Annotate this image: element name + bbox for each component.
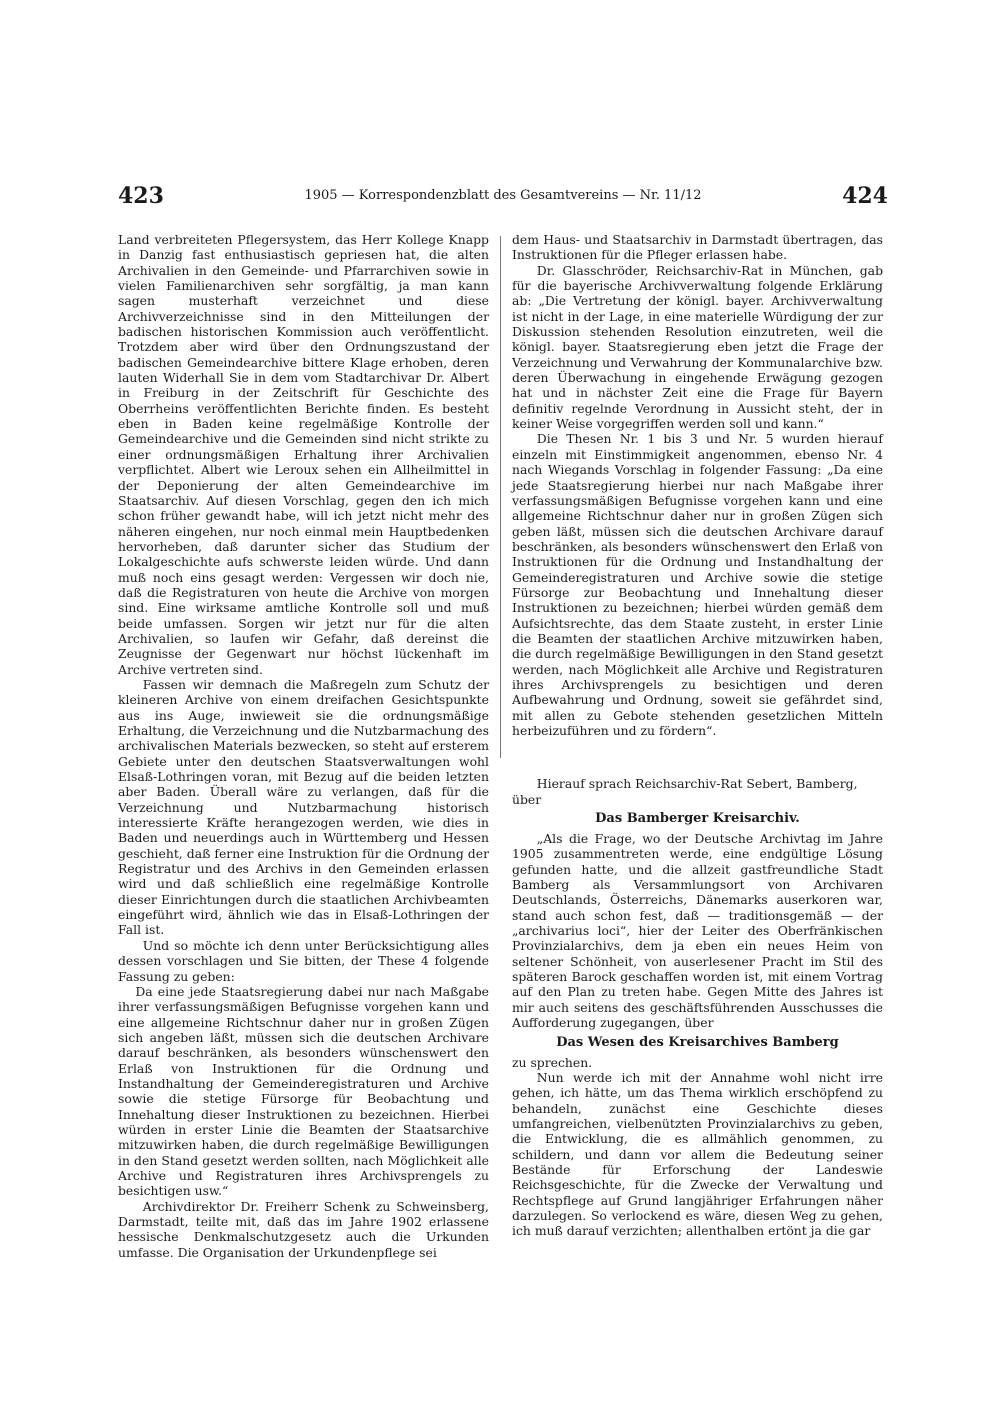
paragraph: Archivdirektor Dr. Freiherr Schenk zu Schweinsberg, Darmstadt, teilte mit, daß das im Jahre 1902 erlassene hessische Denkmalschutzgesetz auch die Urkunden umfasse. Die Organisation der Urkundenpflege sei [118, 1198, 489, 1260]
paragraph: zu sprechen. [512, 1054, 593, 1070]
section-heading: Das Wesen des Kreisarchives Bamberg [556, 1034, 839, 1050]
paragraph: Fassen wir demnach die Maßregeln zum Schutz der kleineren Archive von einem dreifachen Gesichtspunkte aus ins Auge, inwieweit sie die ordnungsmäßige Erhaltung, die Verzeichnung und die Nutzbarmachung des archivalischen Materials bezwecken, so steht auf ersterem Gebiete unter den deutschen Staatsverwaltungen wohl Elsaß-Lothringen voran, mit Bezug auf die beiden letzten aber Baden. Überall wäre zu verlangen, daß für die Verzeichnung und Nutzbarmachung historisch interessierte Kräfte herangezogen werden, wie dies in Baden und neuerdings auch in Württemberg und Hessen geschieht, daß ferner eine Instruktion für die Ordnung der Registratur und des Archivs in den Gemeinden erlassen wird und daß schließlich eine regelmäßige Kontrolle dieser Einrichtungen durch die staatlichen Archivbeamten eingeführt wird, ähnlich wie das in Elsaß-Lothringen der Fall ist. [118, 676, 489, 938]
paragraph: Dr. Glasschröder, Reichsarchiv-Rat in München, gab für die bayerische Archivverwaltung folgende Erklärung ab: „Die Vertretung der königl. bayer. Archivverwaltung ist nicht in der Lage, in eine materielle Würdigung der zur Diskussion stehenden Resolution einzutreten, weil die königl. bayer. Staatsregierung eben jetzt die Frage der Verzeichnung und Verwahrung der Kommunalarchive bzw. deren Überwachung in eingehende Erwägung gezogen hat und in nächster Zeit eine die Frage für Bayern definitiv regelnde Verordnung in Aussicht steht, der in keiner Weise vorgegriffen werden soll und kann.“ [512, 262, 883, 432]
column-divider [500, 236, 501, 758]
paragraph: „Als die Frage, wo der Deutsche Archivtag im Jahre 1905 zusammentreten werde, eine endgültige Lösung gefunden hatte, und die allzeit gastfreundliche Stadt Bamberg als Versammlungsort von Archivaren Deutschlands, Österreichs, Dänemarks auserkoren war, stand auch schon fest, daß — traditionsgemäß — der „archivarius loci“, hier der Leiter des Oberfränkischen Provinzialarchivs, dem ja eben ein neues Heim von seltener Schönheit, von auserlesener Pracht im Stil des späteren Barock geschaffen worden ist, mit einem Vortrag auf den Plan zu treten habe. Gegen Mitte des Jahres ist mir auch seitens des geschäftsführenden Ausschusses die Aufforderung zugegangen, über [512, 831, 883, 1031]
right-column [512, 232, 883, 1239]
page-header [118, 183, 888, 213]
page-number-left: 423 [118, 183, 164, 209]
section-gap [512, 738, 883, 776]
quoted-thesis: Da eine jede Staatsregierung dabei nur nach Maßgabe ihrer verfassungsmäßigen Befugnisse vorgehen kann und eine allgemeine Richtschnur daher nur in großen Zügen sich angeben läßt, müssen sich die deutschen Archivare darauf beschränken, als besonders wünschenswert den Erlaß von Instruktionen für die Ordnung und Instandhaltung der Gemeinderegistraturen und Archive sowie die stetige Fürsorge für Beobachtung und Innehaltung dieser Instruktionen zu bezeichnen. Hierbei würden in erster Linie die Beamten der Staatsarchive mitzuwirken haben, die durch regelmäßige Bewilligungen in den Stand gesetzt werden sollten, nach Möglichkeit alle Archive und Registraturen ihres Archivsprengels zu besichtigen usw.“ [118, 983, 489, 1199]
paragraph: Die Thesen Nr. 1 bis 3 und Nr. 5 wurden hierauf einzeln mit Einstimmigkeit angenommen, ebenso Nr. 4 nach Wiegands Vorschlag in folgender Fassung: „Da eine jede Staatsregierung hierbei nur nach Maßgabe ihrer verfassungsmäßigen Befugnisse vorgehen kann und eine allgemeine Richtschnur daher nur in großen Zügen sich geben läßt, müssen sich die deutschen Archivare darauf beschränken, als besonders wünschenswert den Erlaß von Instruktionen für die Ordnung und Instandhaltung der Gemeinderegistraturen und Archive sowie die stetige Fürsorge zur Beobachtung und Innehaltung dieser Instruktionen zu bezeichnen; hierbei würden gemäß dem Aufsichtsrechte, das dem Staate zusteht, in erster Linie die Beamten der staatlichen Archive mitzuwirken haben, die durch regelmäßige Bewilligungen in den Stand gesetzt werden, nach Möglichkeit alle Archive und Registraturen ihres Archivsprengels zu besichtigen und deren Aufbewahrung und Ordnung, soweit sie gefährdet sind, mit allen zu Gebote stehenden gesetzlichen Mitteln herbeizuführen und zu fördern“. [512, 431, 883, 738]
paragraph: Und so möchte ich denn unter Berücksichtigung alles dessen vorschlagen und Sie bitten, der These 4 folgende Fassung zu geben: [118, 937, 489, 984]
paragraph: Nun werde ich mit der Annahme wohl nicht irre gehen, ich hätte, um das Thema wirklich erschöpfend zu behandeln, zunächst eine Geschichte dieses umfangreichen, vielbenützten Provinzialarchivs zu geben, die Entwicklung, die es allmählich genommen, zu schildern, und dann vor allem die Bedeutung seiner Bestände für Erforschung der Landeswie Reichsgeschichte, für die Zwecke der Verwaltung und Rechtspflege auf Grund langjähriger Erfahrungen näher darzulegen. So verlockend es wäre, diesen Weg zu gehen, ich muß darauf verzichten; allenthalben ertönt ja die gar [512, 1069, 883, 1239]
paragraph: dem Haus- und Staatsarchiv in Darmstadt übertragen, das Instruktionen für die Pfleger erlassen habe. [512, 232, 883, 263]
left-column [118, 232, 489, 1260]
section-heading: Das Bamberger Kreisarchiv. [595, 811, 800, 827]
speaker-line: Hierauf sprach Reichsarchiv-Rat Sebert, Bamberg, über [512, 776, 858, 807]
paragraph: Land verbreiteten Pflegersystem, das Herr Kollege Knapp in Danzig fast enthusiastisch gepriesen hat, die alten Archivalien in den Gemeinde- und Pfarrarchiven sowie in vielen Familienarchiven sehr sorgfältig, ja man kann sagen musterhaft verzeichnet und diese Archivverzeichnisse sind in den Mitteilungen der badischen historischen Kommission auch veröffentlicht. Trotzdem aber wird über den Ordnungszustand der badischen Gemeindearchive bittere Klage erhoben, deren lauten Widerhall Sie in dem vom Stadtarchivar Dr. Albert in Freiburg in der Zeitschrift für Geschichte des Oberrheins veröffentlichten Berichte finden. Es besteht eben in Baden keine regelmäßige Kontrolle der Gemeindearchive und die Gemeinden sind nicht strikte zu einer ordnungsmäßigen Erhaltung ihrer Archivalien verpflichtet. Albert wie Leroux sehen ein Allheilmittel in der Deponierung der alten Gemeindearchive im Staatsarchiv. Auf diesen Vorschlag, gegen den ich mich schon früher gewandt habe, will ich jetzt nicht mehr des näheren eingehen, nur noch einmal mein Hauptbedenken hervorheben, daß darunter sicher das Studium der Lokalgeschichte aufs schwerste leiden würde. Und dann muß noch eins gesagt werden: Vergessen wir doch nie, daß die Registraturen von heute die Archive von morgen sind. Eine wirksame amtliche Kontrolle soll und muß beide umfassen. Sorgen wir jetzt nur für die alten Archivalien, so laufen wir Gefahr, daß dereinst die Zeugnisse der Gegenwart nur höchst lückenhaft im Archive vertreten sind. [118, 232, 489, 677]
page-number-right: 424 [842, 183, 888, 209]
running-title: 1905 — Korrespondenzblatt des Gesamtvereins — Nr. 11/12 [304, 188, 702, 203]
